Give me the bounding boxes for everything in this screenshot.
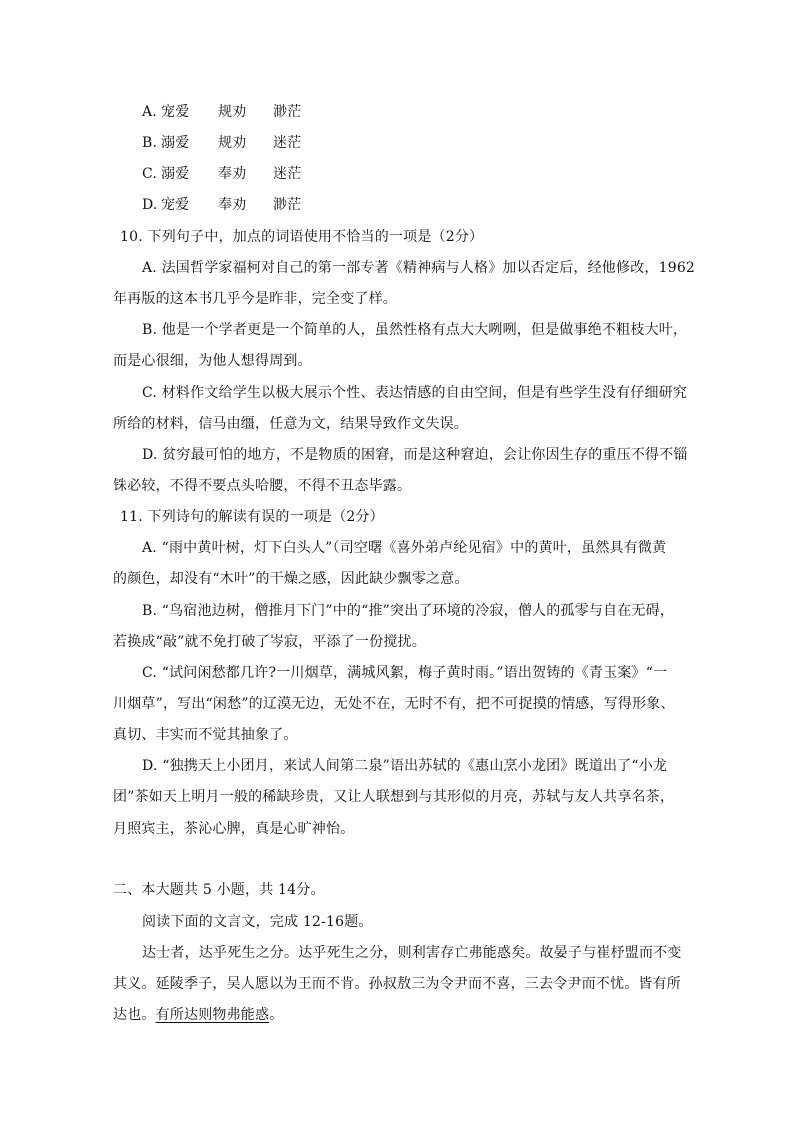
question-11-stem: 11. 下列诗句的解读有误的一项是（2分） — [120, 509, 384, 525]
passage-line-3 — [113, 1006, 283, 1024]
q10-option-b-line1: B. 他是一个学者更是一个简单的人，虽然性格有点大大咧咧，但是做事绝不粗枝大叶， — [142, 322, 688, 338]
option-word-3: 迷茫 — [273, 135, 302, 151]
option-word-2: 规劝 — [218, 104, 247, 120]
q10-option-d-line1: D. 贫穷最可怕的地方，不是物质的困窘，而是这种窘迫，会让你因生存的重压不得不锱 — [142, 447, 688, 463]
q11-option-d-line3: 月照宾主，茶沁心脾，真是心旷神怡。 — [113, 821, 355, 837]
option-word-2: 规劝 — [218, 135, 247, 151]
option-word-3: 迷茫 — [273, 166, 302, 182]
question-10-stem: 10. 下列句子中，加点的词语使用不恰当的一项是（2分） — [120, 229, 484, 245]
q11-option-b-line1: B. “鸟宿池边树，僧推月下门”中的“推”突出了环境的冷寂，僧人的孤零与自在无碍， — [142, 603, 675, 619]
passage-line-3-prefix: 达也。 — [113, 1007, 156, 1023]
option-word-1: 宠爱 — [161, 197, 190, 213]
q11-option-c-line3: 真切、丰实而不觉其抽象了。 — [113, 727, 298, 743]
q10-option-b-line2: 而是心很细，为他人想得周到。 — [113, 353, 312, 369]
section-2-title: 二、本大题共 5 小题，共 14分。 — [113, 882, 325, 898]
q10-option-c-line1: C. 材料作文给学生以极大展示个性、表达情感的自由空间，但是有些学生没有仔细研究 — [142, 385, 688, 401]
q10-option-d-line2: 铢必较，不得不要点头哈腰，不得不丑态毕露。 — [113, 478, 412, 494]
q10-option-c-line2: 所给的材料，信马由缰，任意为文，结果导致作文失误。 — [113, 416, 468, 432]
option-word-2: 奉劝 — [218, 197, 247, 213]
underlined-sentence: 有所达则物弗能惑 — [155, 1007, 270, 1023]
option-word-2: 奉劝 — [218, 166, 247, 182]
passage-line-2: 其义。延陵季子，吴人愿以为王而不肯。孙叔敖三为令尹而不喜，三去令尹而不忧。皆有所 — [113, 976, 681, 992]
q11-option-a-line2: 的颜色，却没有“木叶”的干燥之感，因此缺少飘零之意。 — [113, 571, 469, 587]
q11-option-c-line2: 川烟草”，写出“闲愁”的辽漠无边，无处不在，无时不有，把不可捉摸的情感，写得形象、 — [113, 696, 675, 712]
option-word-3: 渺茫 — [273, 197, 302, 213]
q11-option-b-line2: 若换成“敲”就不免打破了岑寂，平添了一份搅扰。 — [113, 634, 426, 650]
option-word-1: 溺爱 — [161, 166, 190, 182]
q10-option-a-line1: A. 法国哲学家福柯对自己的第一部专著《精神病与人格》加以否定后，经他修改，1962 — [142, 260, 696, 276]
option-letter: A. — [142, 104, 157, 120]
option-letter: B. — [142, 135, 158, 151]
q11-option-d-line2: 团”茶如天上明月一般的稀缺珍贵，又让人联想到与其形似的月亮，苏轼与友人共享名茶， — [113, 789, 675, 805]
option-letter: C. — [142, 166, 158, 182]
q11-option-d-line1: D. “独携天上小团月，来试人间第二泉”语出苏轼的《惠山烹小龙团》既道出了“小龙 — [142, 758, 668, 774]
q10-option-a-line2: 年再版的这本书几乎今是昨非，完全变了样。 — [113, 291, 397, 307]
option-word-1: 宠爱 — [161, 104, 190, 120]
option-word-3: 渺茫 — [273, 104, 302, 120]
passage-line-1: 达士者，达乎死生之分。达乎死生之分，则利害存亡弗能惑矣。故晏子与崔杼盟而不变 — [142, 945, 682, 961]
section-2-intro: 阅读下面的文言文，完成 12-16题。 — [142, 914, 373, 930]
option-word-1: 溺爱 — [161, 135, 190, 151]
q11-option-a-line1: A. “雨中黄叶树，灯下白头人”（司空曙《喜外弟卢纶见宿》中的黄叶，虽然具有微黄 — [142, 540, 667, 556]
passage-line-3-suffix: 。 — [269, 1007, 284, 1023]
q11-option-c-line1: C. “试问闲愁都几许?一川烟草，满城风絮，梅子黄时雨。”语出贺铸的《青玉案》“一 — [142, 665, 668, 681]
option-letter: D. — [142, 197, 158, 213]
